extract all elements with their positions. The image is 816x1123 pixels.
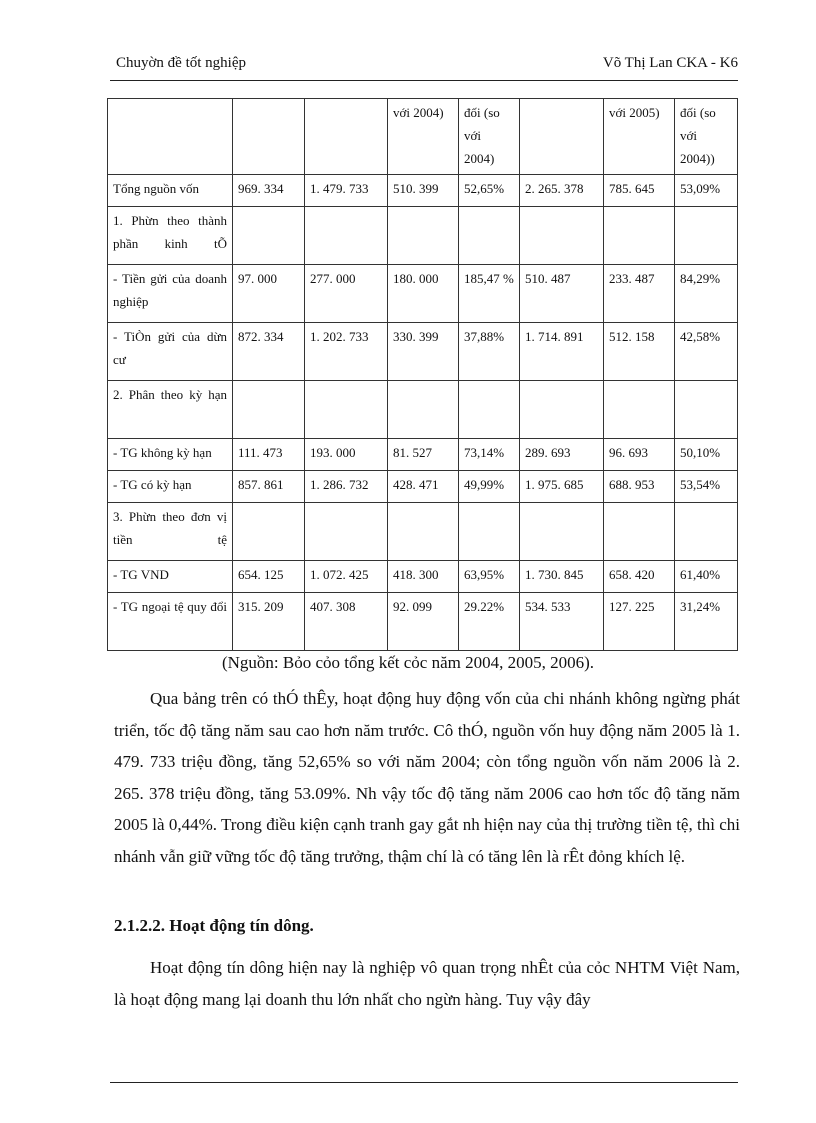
table-row <box>108 471 738 503</box>
body-paragraph-2: Hoạt động tín dông hiện nay là nghiệp vô quan trọng nhÊt của cỏc NHTM Việt Nam, là hoạt động mang lại doanh thu lớn nhất cho ngừn hàng. Tuy vậy đây <box>114 958 740 1009</box>
value-cell: 872. 334 <box>233 323 305 381</box>
value-cell: 512. 158 <box>604 323 675 381</box>
value-cell: 1. 714. 891 <box>520 323 604 381</box>
row-label-cell: - TG VND <box>108 561 233 593</box>
value-cell: 1. 072. 425 <box>305 561 388 593</box>
row-label-cell: - TiÒn gửi của dừn cư <box>108 323 233 381</box>
row-label-cell: 1. Phừn theo thành phần kinh tÕ <box>108 207 233 265</box>
value-cell: 81. 527 <box>388 439 459 471</box>
value-cell: 52,65% <box>459 175 520 207</box>
value-cell: 277. 000 <box>305 265 388 323</box>
table-row <box>108 175 738 207</box>
value-cell <box>305 381 388 439</box>
value-cell: 84,29% <box>675 265 738 323</box>
body-paragraph-1: Qua bảng trên có thÓ thÊy, hoạt động huy động vốn của chi nhánh không ngừng phát triển, tốc độ tăng năm sau cao hơn năm trước. Cô thÓ, nguồn vốn huy động năm 2005 là 1. 479. 733 triệu đồng, tăng 52,65% so với năm 2004; còn tổng nguồn vốn năm 2006 là 2. 265. 378 triệu đồng, tăng 53.09%. Nh vậy tốc độ tăng năm 2006 cao hơn tốc độ tăng năm 2005 là 0,44%. Trong điều kiện cạnh tranh gay gắt nh hiện nay của thị trường tiền tệ, thì chi nhánh vẫn giữ vững tốc độ tăng trưởng, thậm chí là có tăng lên là rÊt đỏng khích lệ. <box>114 689 740 866</box>
table-body <box>108 99 738 651</box>
row-label-cell: 3. Phừn theo đơn vị tiền tệ <box>108 503 233 561</box>
value-cell: 53,54% <box>675 471 738 503</box>
table-row <box>108 439 738 471</box>
value-cell <box>459 381 520 439</box>
value-cell: 193. 000 <box>305 439 388 471</box>
value-cell: 289. 693 <box>520 439 604 471</box>
table-row <box>108 99 738 175</box>
value-cell: 510. 399 <box>388 175 459 207</box>
value-cell: 688. 953 <box>604 471 675 503</box>
section-heading: 2.1.2.2. Hoạt động tín dông. <box>114 916 314 935</box>
value-cell <box>305 503 388 561</box>
value-cell: 2. 265. 378 <box>520 175 604 207</box>
header-divider <box>110 80 738 81</box>
value-cell: 233. 487 <box>604 265 675 323</box>
value-cell: 61,40% <box>675 561 738 593</box>
value-cell: 97. 000 <box>233 265 305 323</box>
table-row <box>108 207 738 265</box>
value-cell <box>305 207 388 265</box>
value-cell: 127. 225 <box>604 593 675 651</box>
value-cell: 428. 471 <box>388 471 459 503</box>
value-cell: 1. 286. 732 <box>305 471 388 503</box>
value-cell: 407. 308 <box>305 593 388 651</box>
value-cell: 96. 693 <box>604 439 675 471</box>
value-cell <box>459 503 520 561</box>
value-cell: 785. 645 <box>604 175 675 207</box>
value-cell <box>459 207 520 265</box>
row-label-cell: Tổng nguồn vốn <box>108 175 233 207</box>
value-cell: 185,47 % <box>459 265 520 323</box>
table-row <box>108 561 738 593</box>
value-cell <box>233 99 305 175</box>
value-cell: 857. 861 <box>233 471 305 503</box>
value-cell <box>604 503 675 561</box>
value-cell: 534. 533 <box>520 593 604 651</box>
row-label-cell: 2. Phân theo kỳ hạn <box>108 381 233 439</box>
value-cell: 1. 202. 733 <box>305 323 388 381</box>
value-cell: 418. 300 <box>388 561 459 593</box>
value-cell: 1. 479. 733 <box>305 175 388 207</box>
value-cell: đối (so với 2004) <box>459 99 520 175</box>
value-cell: 49,99% <box>459 471 520 503</box>
table-row <box>108 323 738 381</box>
header-author-right: Võ Thị Lan CKA - K6 <box>602 55 738 71</box>
value-cell: 92. 099 <box>388 593 459 651</box>
value-cell <box>520 503 604 561</box>
value-cell <box>604 381 675 439</box>
value-cell: 53,09% <box>675 175 738 207</box>
value-cell <box>388 381 459 439</box>
value-cell: 50,10% <box>675 439 738 471</box>
value-cell <box>233 207 305 265</box>
row-label-cell: - TG không kỳ hạn <box>108 439 233 471</box>
value-cell: với 2004) <box>388 99 459 175</box>
value-cell: 658. 420 <box>604 561 675 593</box>
value-cell: 1. 975. 685 <box>520 471 604 503</box>
value-cell: 73,14% <box>459 439 520 471</box>
value-cell: đối (so với 2004)) <box>675 99 738 175</box>
value-cell: 180. 000 <box>388 265 459 323</box>
row-label-cell <box>108 99 233 175</box>
table-source-note: (Nguồn: Bỏo cỏo tổng kết cỏc năm 2004, 2005, 2006). <box>221 653 595 672</box>
value-cell <box>675 381 738 439</box>
value-cell <box>388 207 459 265</box>
row-label-cell: - TG có kỳ hạn <box>108 471 233 503</box>
value-cell: 315. 209 <box>233 593 305 651</box>
value-cell <box>675 503 738 561</box>
value-cell: 1. 730. 845 <box>520 561 604 593</box>
header-title-left: Chuyờn đề tốt nghiệp <box>116 55 247 71</box>
table-row <box>108 265 738 323</box>
capital-mobilization-table <box>107 98 738 651</box>
value-cell: 111. 473 <box>233 439 305 471</box>
row-label-cell: - Tiền gửi của doanh nghiệp <box>108 265 233 323</box>
value-cell <box>305 99 388 175</box>
value-cell <box>520 207 604 265</box>
value-cell: 37,88% <box>459 323 520 381</box>
value-cell: 510. 487 <box>520 265 604 323</box>
value-cell <box>520 381 604 439</box>
value-cell <box>520 99 604 175</box>
value-cell: 31,24% <box>675 593 738 651</box>
value-cell <box>388 503 459 561</box>
table-row <box>108 593 738 651</box>
footer-divider <box>110 1082 738 1083</box>
table-row <box>108 503 738 561</box>
row-label-cell: - TG ngoại tệ quy đổi <box>108 593 233 651</box>
value-cell <box>233 381 305 439</box>
value-cell: 330. 399 <box>388 323 459 381</box>
value-cell: với 2005) <box>604 99 675 175</box>
value-cell: 63,95% <box>459 561 520 593</box>
value-cell <box>233 503 305 561</box>
value-cell <box>604 207 675 265</box>
value-cell: 969. 334 <box>233 175 305 207</box>
value-cell: 654. 125 <box>233 561 305 593</box>
value-cell <box>675 207 738 265</box>
value-cell: 29.22% <box>459 593 520 651</box>
table-row <box>108 381 738 439</box>
value-cell: 42,58% <box>675 323 738 381</box>
